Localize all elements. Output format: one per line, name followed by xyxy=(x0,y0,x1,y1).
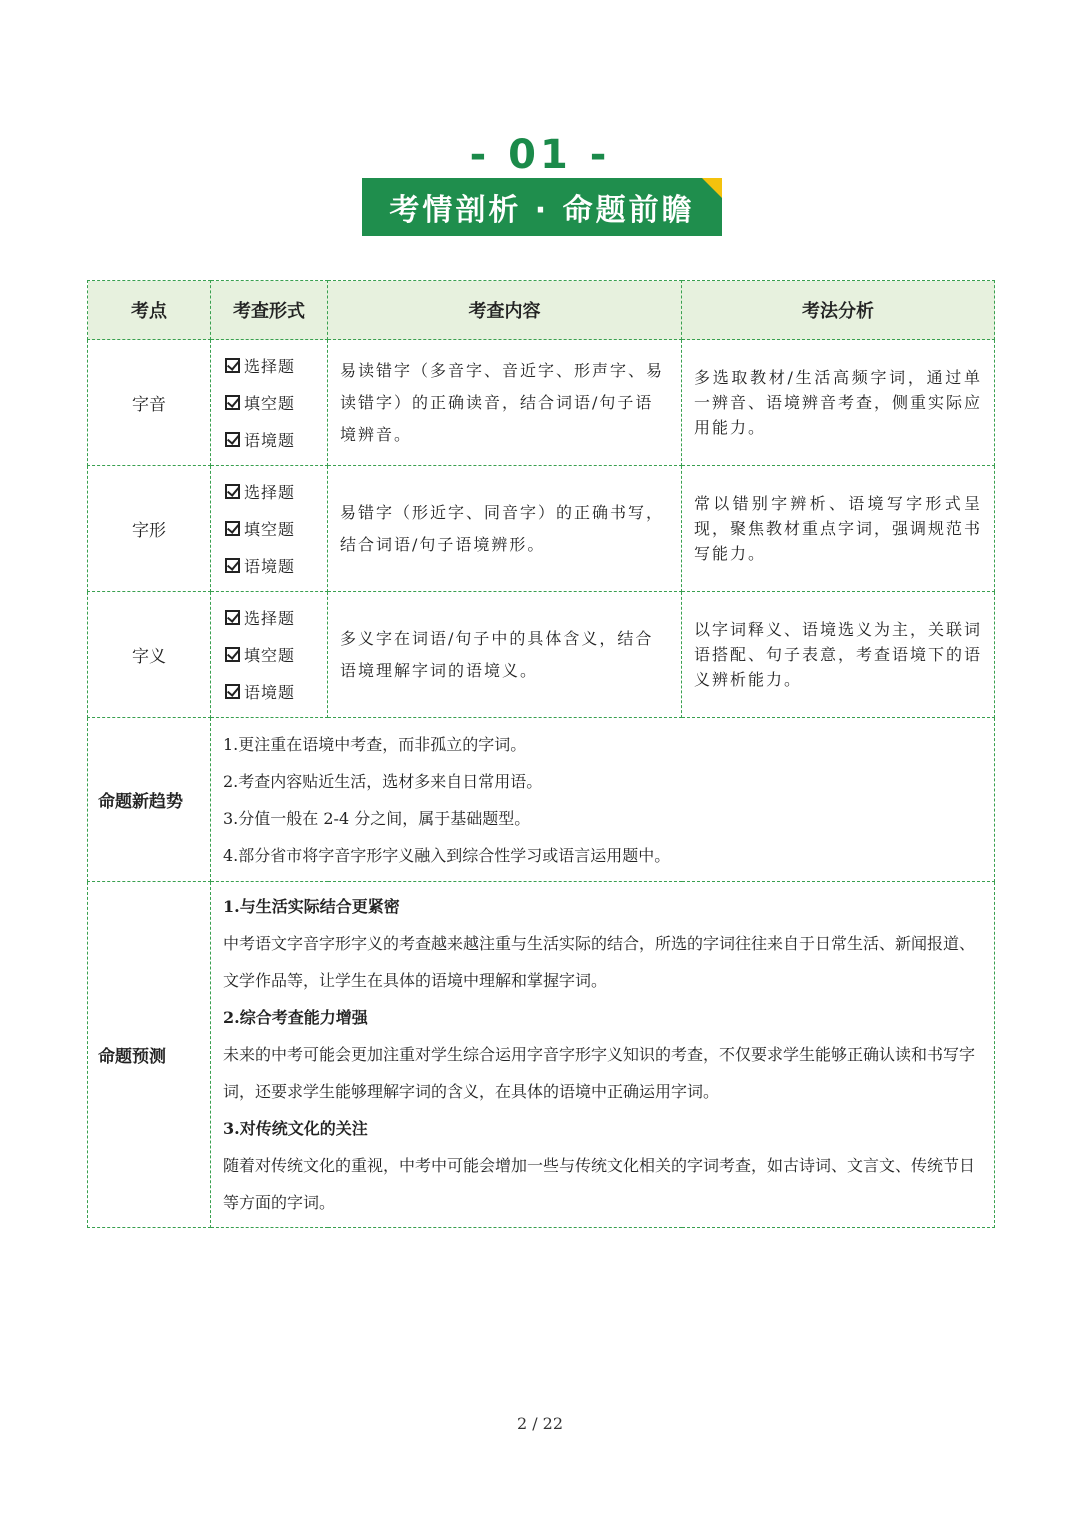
checked-checkbox-icon xyxy=(225,558,240,573)
form-item xyxy=(225,636,327,673)
content-cell: 易读错字（多音字、音近字、形声字、易读错字）的正确读音，结合词语/句子语境辨音。 xyxy=(328,340,682,466)
section-number: - 01 - xyxy=(469,132,611,178)
checked-checkbox-icon xyxy=(225,610,240,625)
form-item xyxy=(225,347,327,384)
checked-checkbox-icon xyxy=(225,395,240,410)
form-item xyxy=(225,547,327,584)
form-label: 语境题 xyxy=(244,431,296,450)
prediction-heading: 1.与生活实际结合更紧密 xyxy=(223,897,400,916)
exam-analysis-table xyxy=(87,280,995,1228)
table-header-row xyxy=(88,281,995,340)
form-label: 选择题 xyxy=(244,357,296,376)
form-item xyxy=(225,473,327,510)
section-banner xyxy=(362,178,722,236)
trend-content xyxy=(211,718,995,882)
forms-cell xyxy=(211,466,328,592)
point-cell: 字形 xyxy=(88,466,211,592)
form-item xyxy=(225,599,327,636)
forms-cell xyxy=(211,340,328,466)
form-label: 语境题 xyxy=(244,683,296,702)
trend-label: 命题新趋势 xyxy=(88,718,211,882)
checked-checkbox-icon xyxy=(225,484,240,499)
prediction-text: 中考语文字音字形字义的考查越来越注重与生活实际的结合，所选的字词往往来自于日常生活、新闻报道、文学作品等，让学生在具体的语境中理解和掌握字词。 xyxy=(223,934,976,990)
forms-cell xyxy=(211,592,328,718)
trend-item: 1.更注重在语境中考查，而非孤立的字词。 xyxy=(223,734,527,754)
checked-checkbox-icon xyxy=(225,684,240,699)
prediction-heading: 3.对传统文化的关注 xyxy=(223,1119,368,1138)
point-cell: 字义 xyxy=(88,592,211,718)
banner-title: 考情剖析 · 命题前瞻 xyxy=(389,193,695,228)
form-label: 选择题 xyxy=(244,609,296,628)
prediction-text: 未来的中考可能会更加注重对学生综合运用字音字形字义知识的考查，不仅要求学生能够正确认读和书写字词，还要求学生能够理解字词的含义，在具体的语境中正确运用字词。 xyxy=(223,1045,976,1101)
column-header-form: 考查形式 xyxy=(211,281,328,340)
form-item xyxy=(225,673,327,710)
analysis-cell: 常以错别字辨析、语境写字形式呈现，聚焦教材重点字词，强调规范书写能力。 xyxy=(682,466,995,592)
form-label: 填空题 xyxy=(244,394,296,413)
table-row xyxy=(88,592,995,718)
analysis-cell: 多选取教材/生活高频字词，通过单一辨音、语境辨音考查，侧重实际应用能力。 xyxy=(682,340,995,466)
prediction-text: 随着对传统文化的重视，中考中可能会增加一些与传统文化相关的字词考查，如古诗词、文言文、传统节日等方面的字词。 xyxy=(223,1156,976,1212)
point-cell: 字音 xyxy=(88,340,211,466)
banner-corner-decoration xyxy=(702,178,722,198)
prediction-content xyxy=(211,882,995,1228)
column-header-analysis: 考法分析 xyxy=(682,281,995,340)
checked-checkbox-icon xyxy=(225,432,240,447)
prediction-row xyxy=(88,882,995,1228)
table-row xyxy=(88,340,995,466)
analysis-cell: 以字词释义、语境选义为主，关联词语搭配、句子表意，考查语境下的语义辨析能力。 xyxy=(682,592,995,718)
form-item xyxy=(225,510,327,547)
content-cell: 多义字在词语/句子中的具体含义，结合语境理解字词的语境义。 xyxy=(328,592,682,718)
table-row xyxy=(88,466,995,592)
checked-checkbox-icon xyxy=(225,647,240,662)
form-label: 选择题 xyxy=(244,483,296,502)
column-header-point: 考点 xyxy=(88,281,211,340)
column-header-content: 考查内容 xyxy=(328,281,682,340)
checked-checkbox-icon xyxy=(225,358,240,373)
form-label: 语境题 xyxy=(244,557,296,576)
trend-row xyxy=(88,718,995,882)
trend-item: 4.部分省市将字音字形字义融入到综合性学习或语言运用题中。 xyxy=(223,845,671,865)
prediction-label: 命题预测 xyxy=(88,882,211,1228)
page-number: 2 / 22 xyxy=(516,1414,564,1433)
trend-item: 2.考查内容贴近生活，选材多来自日常用语。 xyxy=(223,771,543,791)
trend-item: 3.分值一般在 2-4 分之间，属于基础题型。 xyxy=(223,808,531,828)
form-label: 填空题 xyxy=(244,646,296,665)
form-label: 填空题 xyxy=(244,520,296,539)
prediction-heading: 2.综合考查能力增强 xyxy=(223,1008,368,1027)
form-item xyxy=(225,421,327,458)
content-cell: 易错字（形近字、同音字）的正确书写，结合词语/句子语境辨形。 xyxy=(328,466,682,592)
form-item xyxy=(225,384,327,421)
checked-checkbox-icon xyxy=(225,521,240,536)
